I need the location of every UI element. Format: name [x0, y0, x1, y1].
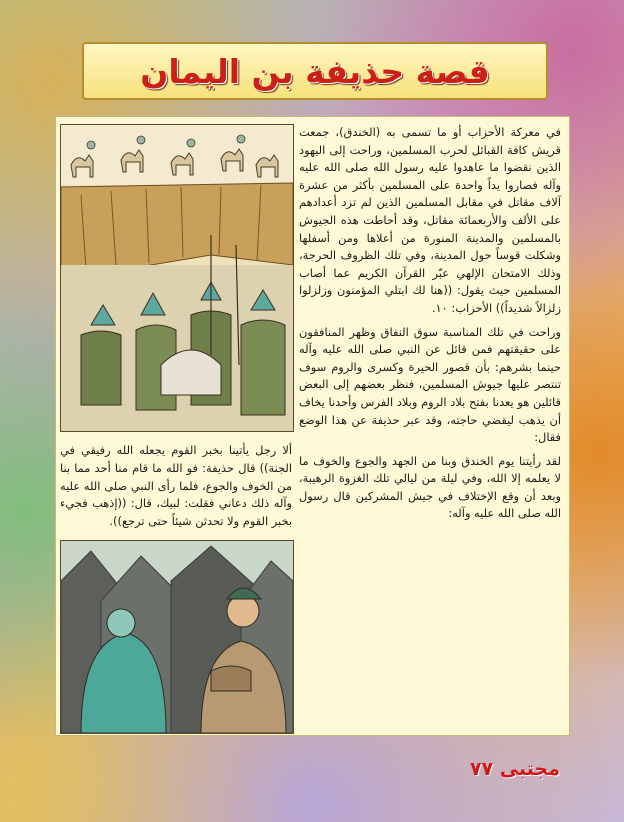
battle-illustration — [60, 124, 294, 432]
hudhayfah-illustration — [60, 540, 294, 734]
article-title: قصة حذيفة بن اليمان — [140, 51, 490, 91]
left-column-text: ألا رجل يأتينا بخبر القوم يجعله الله رفيقي في الجنة)) قال حذيفة: فو الله ما قام منا أحد مما بنا من الخوف والجوع، فلما رأى النبي صلى الله عليه وآله ذلك دعاني فقلت: لبيك، قال: ((إذهب فجيء بخبر القوم ولا تحدثن شيئاً حتى ترجع)). — [60, 443, 292, 529]
paragraph-2: وراحت في تلك المناسبة سوق النفاق وظهر المنافقون على حقيقتهم فمن قائل عن النبي صلى الله عليه وآله حينما بشرهم: بأن قصور الحيرة وكسرى والروم سوف تنتصر عليها جيوش المسلمين، فنظر بعضهم إلى البعض قائلين هو يعدنا بفتح بلاد الروم وبلاد الفرس وأحدنا يخاف أن يذهب ليقضي حاجته، وقد عبر حذيفة عن هذا الوضع فقال: — [299, 324, 561, 445]
right-column-text — [299, 124, 561, 724]
title-banner — [82, 42, 548, 100]
magazine-logo: مجتبى ٧٧ — [470, 758, 561, 780]
paragraph-3: لقد رأيتنا يوم الخندق وبنا من الجهد والجوع والخوف ما لا يعلمه إلا الله، وفي ليلة من ليالي تلك الغزوة الرهيبة، وبعد أن وقع الإختلاف في جيش المشركين قال رسول الله صلى الله عليه وآله: — [299, 453, 561, 521]
paragraph-1: في معركة الأحزاب أو ما تسمى به (الخندق)، جمعت قريش كافة القبائل لحرب المسلمين، وراحت إلى اليهود الذين نقضوا ما عاهدوا عليه رسول الله صلى الله عليه وآله فصاروا يداً واحدة على المسلمين بأكثر من عشرة آلاف مقاتل في مقابل المسلمين الذين لم تزد أعدادهم على الألف والأربعمائة مقاتل، وقد أحاطت هذه الجيوش بالمسلمين والمدينة المنورة من أعلاها ومن أسفلها وشكلت قوساً حول المدينة، وفي تلك الظروف الحرجة، وذلك الامتحان الإلهي عبّر القرآن الكريم عما أصاب المسلمين حيث يقول: ((هنا لك ابتلي المؤمنون وزلزلوا زلزالاً شديداً)) الأحزاب: ١٠. — [299, 125, 561, 315]
